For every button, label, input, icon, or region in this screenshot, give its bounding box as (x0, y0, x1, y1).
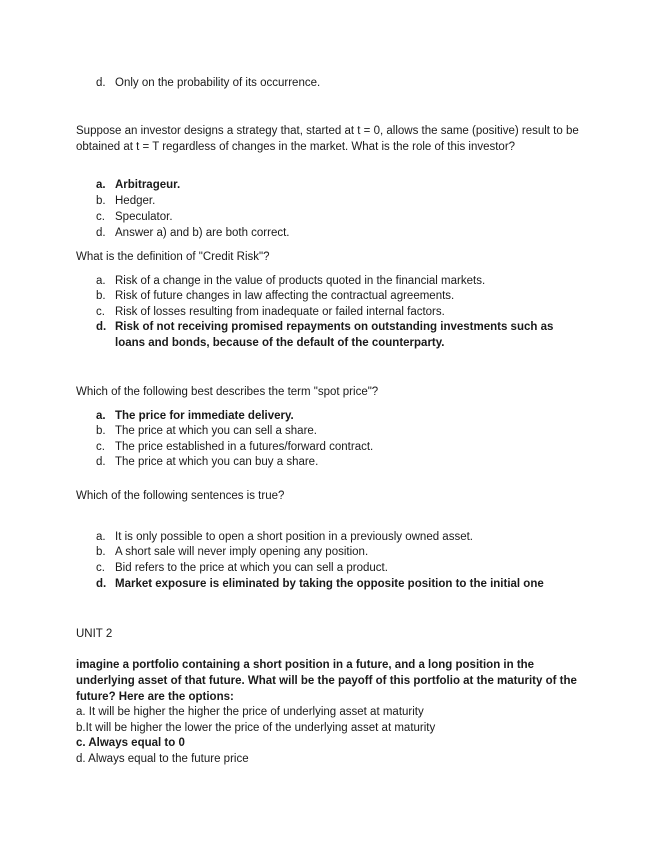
option-text: The price at which you can buy a share. (115, 456, 319, 468)
option-text: Risk of a change in the value of products quoted in the financial markets. (115, 275, 486, 287)
option-text: Risk of not receiving promised repayments on outstanding investments such as loans and bonds, because of the default of the counterparty. (115, 321, 554, 349)
question-5-text: imagine a portfolio containing a short position in a future, and a long position in the underlying asset of that future. What will be the payoff of this portfolio at the maturity of the future? Here are the options: (76, 659, 577, 703)
option-letter: a. (96, 275, 106, 287)
q2-option-b (96, 289, 576, 305)
option-letter: a. (96, 179, 106, 191)
q3-option-a (96, 409, 576, 425)
question-1-text: Suppose an investor designs a strategy that, started at t = 0, allows the same (positive) result to be obtained at t = T regardless of changes in the market. What is the role of this investor? (76, 125, 579, 153)
q1-option-c (96, 210, 576, 226)
q1-option-d (96, 226, 576, 242)
option-letter: b. (96, 290, 106, 302)
q2-option-c (96, 305, 576, 321)
option-text: Risk of future changes in law affecting the contractual agreements. (115, 290, 455, 302)
option-text: Bid refers to the price at which you can sell a product. (115, 562, 388, 574)
option-text: Risk of losses resulting from inadequate or failed internal factors. (115, 306, 445, 318)
q3-option-c (96, 440, 576, 456)
unit-heading: UNIT 2 (76, 628, 113, 640)
q2-option-a (96, 274, 576, 290)
q1-option-b (96, 194, 576, 210)
question-3-text: Which of the following best describes the term "spot price"? (76, 386, 379, 398)
option-letter: a. (96, 410, 106, 422)
option-letter: b. (96, 425, 106, 437)
q2-option-d (96, 320, 576, 351)
q5-option-b: b.It will be higher the lower the price of the underlying asset at maturity (76, 722, 436, 734)
option-letter: d. (96, 321, 107, 333)
option-letter: a. (96, 531, 106, 543)
q4-option-b (96, 545, 576, 561)
option-text: The price at which you can sell a share. (115, 425, 317, 437)
q4-option-a (96, 530, 576, 546)
q3-option-d (96, 455, 576, 471)
q4-option-d (96, 577, 576, 593)
option-letter: d. (96, 456, 106, 468)
option-text: Arbitrageur. (115, 179, 181, 191)
option-letter: d. (96, 578, 107, 590)
q1-option-a (96, 178, 576, 194)
option-text: Answer a) and b) are both correct. (115, 227, 290, 239)
option-letter: d. (96, 77, 106, 89)
option-letter: b. (96, 195, 106, 207)
option-letter: c. (96, 306, 105, 318)
option-letter: d. (96, 227, 106, 239)
q5-option-c: c. Always equal to 0 (76, 737, 185, 749)
option-letter: c. (96, 441, 105, 453)
option-letter: b. (96, 546, 106, 558)
option-text: It is only possible to open a short position in a previously owned asset. (115, 531, 473, 543)
question-2-text: What is the definition of "Credit Risk"? (76, 251, 270, 263)
question-4-text: Which of the following sentences is true? (76, 490, 285, 502)
option-text: Only on the probability of its occurrence. (115, 77, 321, 89)
option-text: A short sale will never imply opening any position. (115, 546, 369, 558)
option-text: Speculator. (115, 211, 173, 223)
q5-option-a: a. It will be higher the higher the price of underlying asset at maturity (76, 706, 424, 718)
option-text: Market exposure is eliminated by taking the opposite position to the initial one (115, 578, 544, 590)
q3-option-b (96, 424, 576, 440)
prev-option-d (96, 76, 576, 92)
option-letter: c. (96, 211, 105, 223)
q5-option-d: d. Always equal to the future price (76, 753, 249, 765)
option-text: The price for immediate delivery. (115, 410, 294, 422)
option-text: The price established in a futures/forward contract. (115, 441, 374, 453)
q4-option-c (96, 561, 576, 577)
option-letter: c. (96, 562, 105, 574)
option-text: Hedger. (115, 195, 156, 207)
